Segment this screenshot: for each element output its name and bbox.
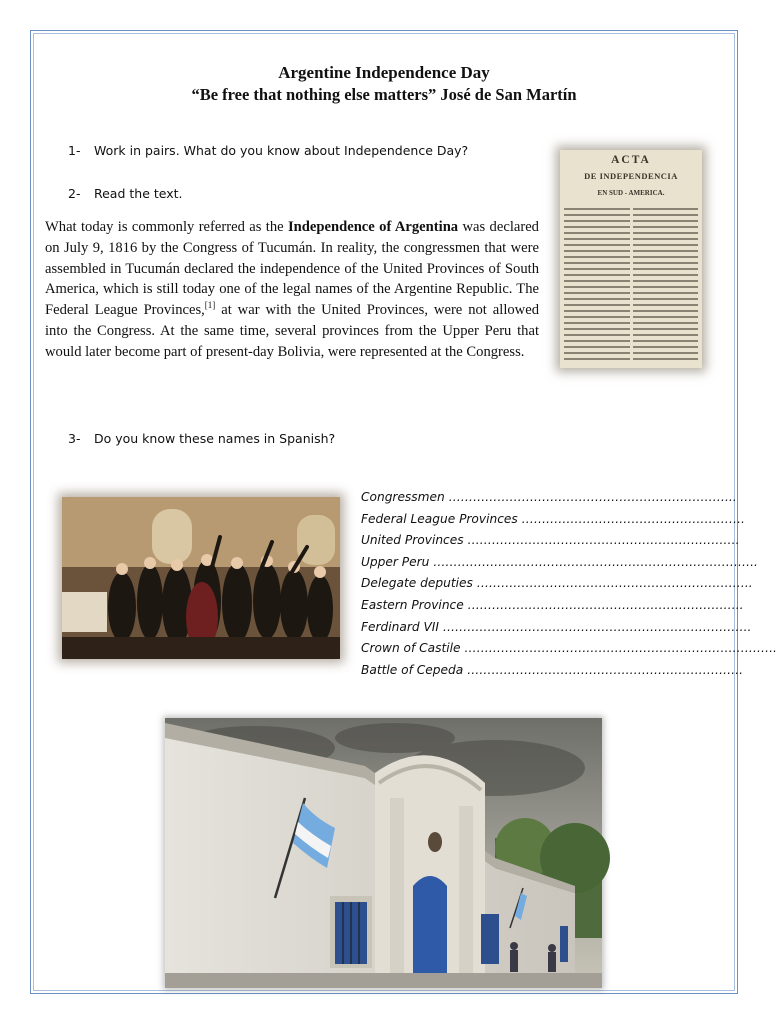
acta-heading: ACTA bbox=[611, 154, 651, 166]
vocab-item: Federal League Provinces ………………………………………………. bbox=[361, 511, 745, 526]
casa-historica-svg bbox=[165, 718, 602, 988]
vocab-item: Congressmen …………………………………………………………….. bbox=[361, 490, 737, 504]
vocab-item: United Provinces …………………………………………………………. bbox=[361, 533, 740, 548]
acta-column-gap bbox=[630, 208, 633, 364]
vocab-item: Crown of Castile ………………………………………………………………….. bbox=[361, 641, 777, 656]
question-text: Do you know these names in Spanish? bbox=[93, 431, 336, 446]
congress-painting-svg bbox=[62, 497, 340, 659]
question-2 bbox=[68, 186, 183, 201]
footnote-link[interactable]: [1] bbox=[204, 300, 216, 311]
question-3 bbox=[68, 431, 335, 446]
congress-painting-image bbox=[62, 497, 340, 659]
question-text: Read the text. bbox=[93, 186, 183, 201]
vocab-item: Battle of Cepeda ………………………………………………………….. bbox=[361, 662, 743, 677]
acta-region: EN SUD - AMERICA. bbox=[597, 189, 665, 197]
vocab-item: Upper Peru …………………………………………………………………….. bbox=[361, 554, 758, 569]
vocab-item: Eastern Province ………………………………………………………….. bbox=[361, 597, 744, 612]
page-title: Argentine Independence Day bbox=[278, 63, 490, 82]
reading-text: What today is commonly referred as the bbox=[45, 219, 288, 235]
question-text: Work in pairs. What do you know about Independence Day? bbox=[93, 143, 469, 158]
page-subtitle: “Be free that nothing else matters” José de San Martín bbox=[191, 85, 577, 104]
vocab-item: Ferdinard VII …………………………………………………………………. bbox=[361, 619, 752, 634]
vocabulary-list bbox=[361, 487, 777, 681]
acta-independencia-image bbox=[560, 150, 702, 368]
casa-historica-photo bbox=[165, 718, 602, 988]
acta-subheading: DE INDEPENDENCIA bbox=[584, 171, 678, 181]
reading-paragraph bbox=[45, 217, 539, 363]
reading-text: at war with the United Provinces, were not allowed into the Congress. At the same time, several provinces from the Upper Peru that would later become part of present-day Bolivia, were represented at the Congress. bbox=[45, 302, 539, 360]
vocab-item: Delegate deputies ………………………………………………………….. bbox=[361, 576, 753, 591]
question-number: 3- bbox=[68, 431, 81, 446]
reading-text: was declared on July 9, 1816 by the Congress of Tucumán. In reality, the congressmen that were assembled in Tucumán declared the independence of the United Provinces of South America, which is still today one of the legal names of the Argentine Republic. The Federal League Provinces, bbox=[45, 219, 539, 319]
question-number: 2- bbox=[68, 186, 81, 201]
question-1 bbox=[68, 143, 468, 158]
question-number: 1- bbox=[68, 143, 81, 158]
reading-bold-term: Independence of Argentina bbox=[288, 219, 459, 235]
